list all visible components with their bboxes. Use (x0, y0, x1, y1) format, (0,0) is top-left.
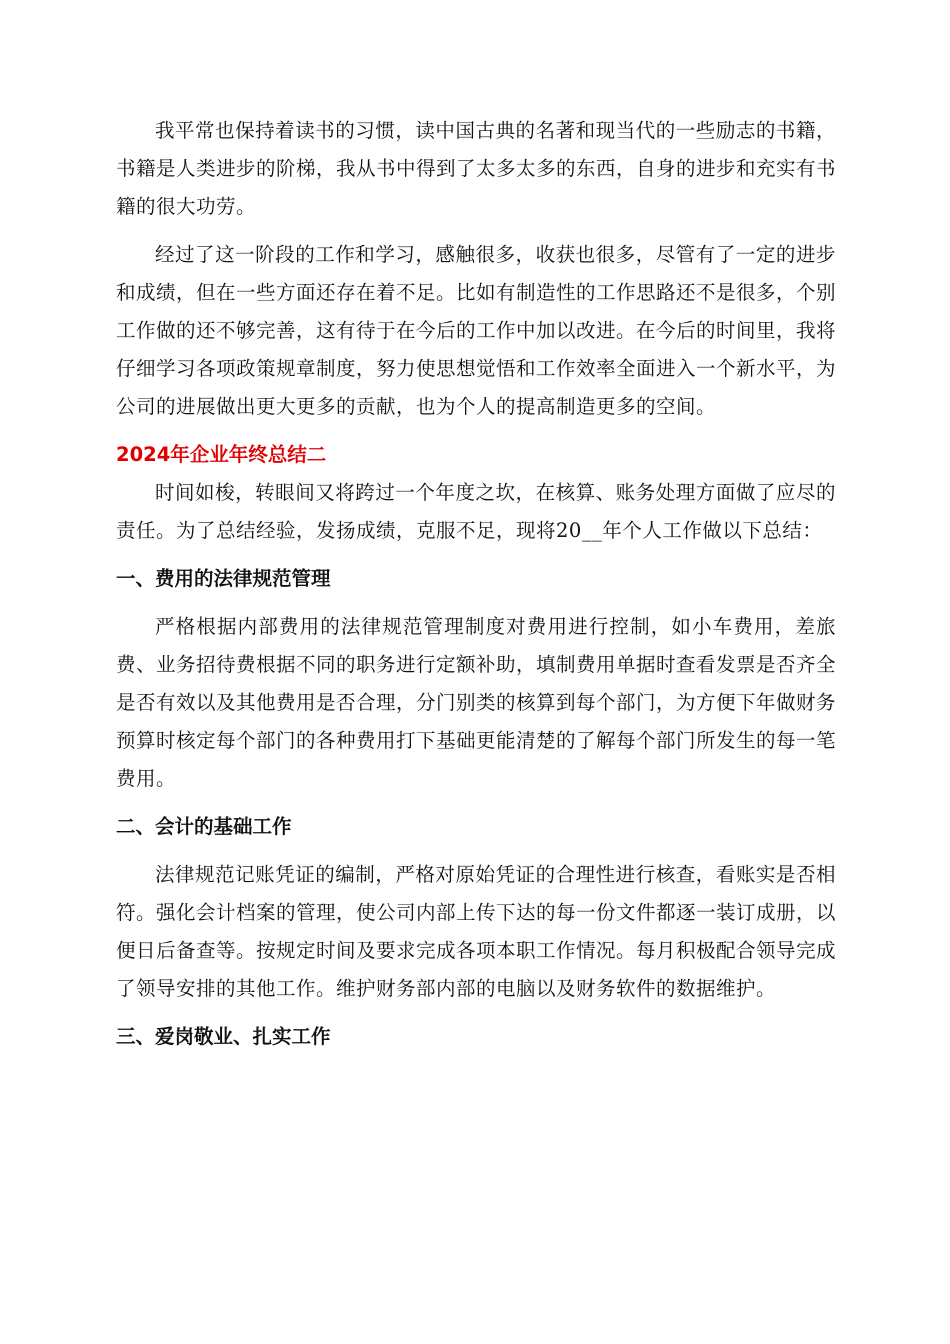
section-intro-paragraph: 时间如梭，转眼间又将跨过一个年度之坎，在核算、账务处理方面做了应尽的责任。为了总结经验，发扬成绩，克服不足，现将20__年个人工作做以下总结： (116, 481, 836, 542)
heading-expense-management: 一、费用的法律规范管理 (116, 567, 331, 590)
paragraph-expense-management: 严格根据内部费用的法律规范管理制度对费用进行控制，如小车费用，差旅费、业务招待费根据不同的职务进行定额补助，填制费用单据时查看发票是否齐全是否有效以及其他费用是否合理，分门别类的核算到每个部门，为方便下年做财务预算时核定每个部门的各种费用打下基础更能清楚的了解每个部门所发生的每一笔费用。 (116, 615, 837, 790)
heading-dedication: 三、爱岗敬业、扎实工作 (116, 1025, 331, 1048)
section-title: 2024年企业年终总结二 (116, 443, 327, 466)
intro-paragraph-reflection: 经过了这一阶段的工作和学习，感触很多，收获也很多，尽管有了一定的进步和成绩，但在一些方面还存在着不足。比如有制造性的工作思路还不是很多，个别工作做的还不够完善，这有待于在今后的工作中加以改进。在今后的时间里，我将仔细学习各项政策规章制度，努力使思想觉悟和工作效率全面进入一个新水平，为公司的进展做出更大更多的贡献，也为个人的提高制造更多的空间。 (116, 243, 837, 418)
document-page (116, 112, 836, 1056)
intro-paragraph-reading: 我平常也保持着读书的习惯，读中国古典的名著和现当代的一些励志的书籍，书籍是人类进步的阶梯，我从书中得到了太多太多的东西，自身的进步和充实有书籍的很大功劳。 (116, 119, 837, 218)
paragraph-accounting-basics: 法律规范记账凭证的编制，严格对原始凭证的合理性进行核查，看账实是否相符。强化会计档案的管理，使公司内部上传下达的每一份文件都逐一装订成册，以便日后备查等。按规定时间及要求完成各项本职工作情况。每月积极配合领导完成了领导安排的其他工作。维护财务部内部的电脑以及财务软件的数据维护。 (116, 863, 837, 1000)
heading-accounting-basics: 二、会计的基础工作 (116, 815, 292, 838)
